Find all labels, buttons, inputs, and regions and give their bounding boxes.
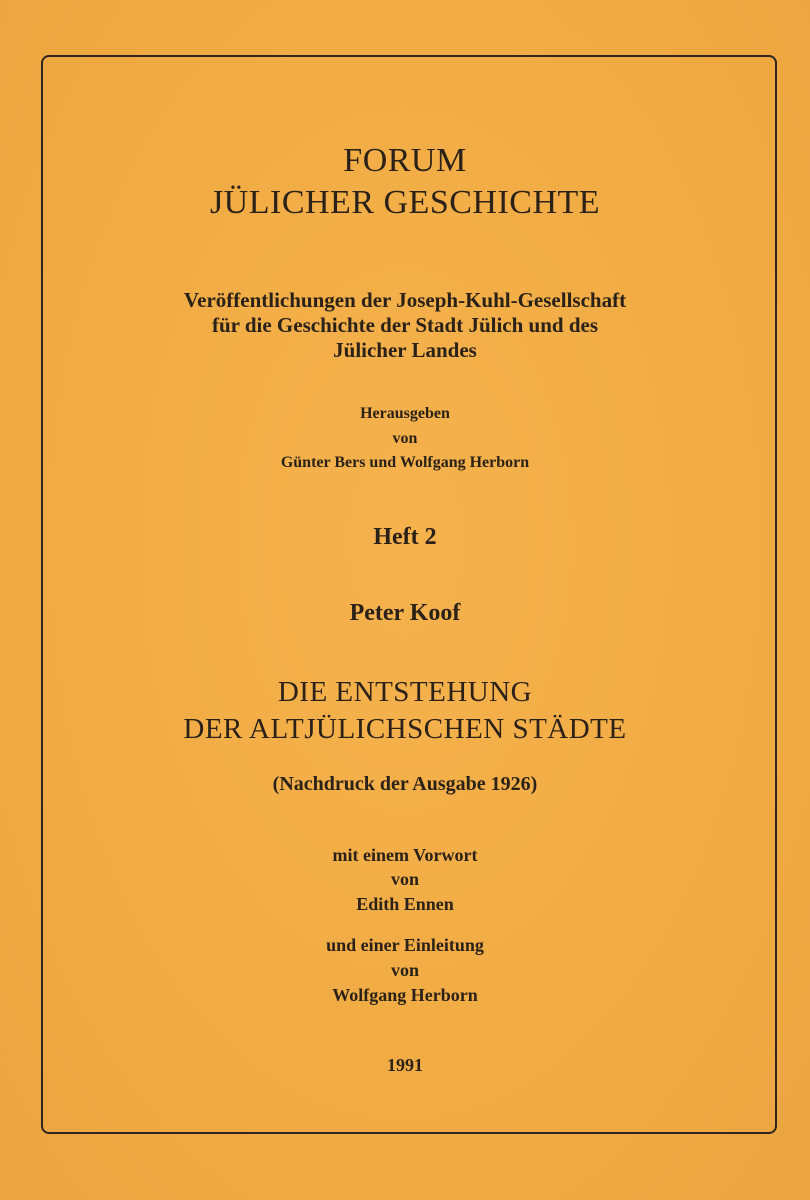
series-title-line2: JÜLICHER GESCHICHTE <box>209 184 601 221</box>
publisher-line2: für die Geschichte der Stadt Jülich und des <box>211 313 599 337</box>
introduction-label: und einer Einleitung <box>326 935 484 955</box>
book-title-line1: DIE ENTSTEHUNG <box>277 676 533 708</box>
issue-number: Heft 2 <box>373 524 437 550</box>
reprint-note: (Nachdruck der Ausgabe 1926) <box>272 773 538 795</box>
book-title-line2: DER ALTJÜLICHSCHEN STÄDTE <box>183 713 627 745</box>
publisher-line3: Jülicher Landes <box>333 338 477 362</box>
author-name: Peter Koof <box>349 600 461 626</box>
editors-label: Herausgeben <box>360 405 450 422</box>
publisher-line1: Veröffentlichungen der Joseph-Kuhl-Gesellschaft <box>183 288 627 312</box>
series-title-line1: FORUM <box>343 142 467 179</box>
introduction-von: von <box>390 960 419 980</box>
editors-names: Günter Bers und Wolfgang Herborn <box>280 454 530 471</box>
foreword-von: von <box>390 869 419 889</box>
publication-year: 1991 <box>387 1055 423 1075</box>
foreword-label: mit einem Vorwort <box>332 845 478 865</box>
introduction-name: Wolfgang Herborn <box>332 985 478 1005</box>
editors-von: von <box>392 430 418 447</box>
foreword-name: Edith Ennen <box>356 894 454 914</box>
